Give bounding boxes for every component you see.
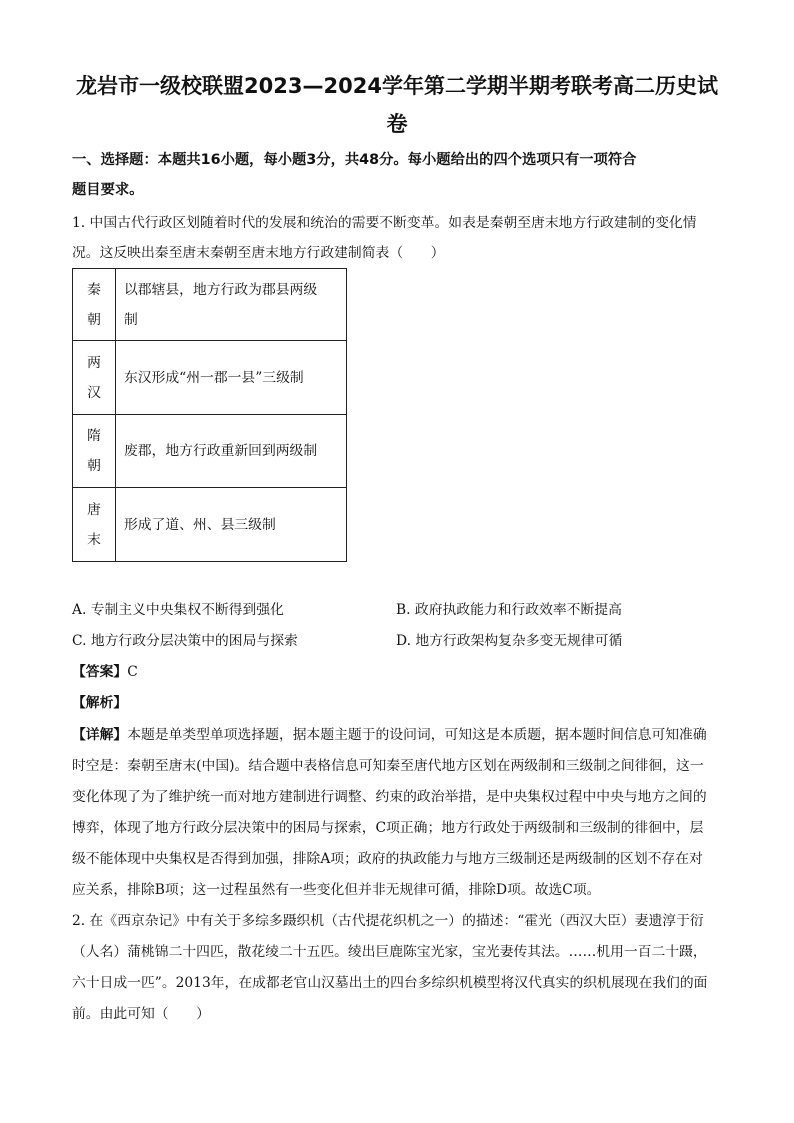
era-cell: [73, 415, 116, 488]
q1-detail-line4: 博弈，体现了地方行政分层决策中的困局与探索，C项正确；地方行政处于两级制和三级制的徘徊中，层: [72, 820, 704, 836]
q1-detail-line3: 变化体现了为了维护统一而对地方建制进行调整、约束的政治举措，是中央集权过程中中央与地方之间的: [72, 789, 707, 805]
q2-stem-line2: （人名）蒲桃锦二十四匹，散花绫二十五匹。绫出巨鹿陈宝光家，宝光妻传其法。……机用一百二十蹑，: [72, 944, 707, 960]
table-row: [73, 341, 347, 415]
era-char: 朝: [87, 311, 101, 328]
section-heading-line2: 题目要求。: [72, 182, 144, 198]
q2-stem-line3: 六十日成一匹”。2013年，在成都老官山汉墓出土的四台多综织机模型将汉代真实的织机展现在我们的面: [72, 975, 708, 991]
answer-value: C: [127, 664, 138, 680]
era-cell: [73, 269, 116, 341]
desc-cell: [116, 341, 347, 415]
q1-option-b: B. 政府执政能力和行政效率不断提高: [396, 602, 622, 618]
era-char: 秦: [87, 281, 101, 298]
q1-option-c: C. 地方行政分层决策中的困局与探索: [72, 633, 298, 649]
exam-title-line1: 龙岩市一级校联盟2023—2024学年第二学期半期考联考高二历史试: [76, 74, 718, 98]
desc-cell: [116, 488, 347, 562]
q1-stem-line2: 况。这反映出秦至唐末秦朝至唐末地方行政建制简表（ ）: [72, 245, 445, 261]
q2-stem-line4: 前。由此可知（ ）: [72, 1006, 210, 1022]
q1-answer: [72, 662, 138, 682]
era-cell: [73, 488, 116, 562]
exam-title-line2: 卷: [386, 112, 408, 136]
desc-text: 制: [124, 311, 138, 328]
era-char: 隋: [87, 428, 101, 444]
q1-detail-line5: 级不能体现中央集权是否得到加强，排除A项；政府的执政能力与地方三级制还是两级制的区划不存在对: [72, 851, 703, 867]
q1-detail-line2: 时空是：秦朝至唐末(中国)。结合题中表格信息可知秦至唐代地方区划在两级制和三级制之间徘徊，这一: [72, 758, 704, 774]
era-char: 朝: [87, 458, 101, 474]
table-row: [73, 488, 347, 562]
era-char: 汉: [87, 384, 101, 401]
q1-option-d: D. 地方行政架构复杂多变无规律可循: [396, 633, 623, 649]
desc-cell: [116, 415, 347, 488]
desc-cell: [116, 269, 347, 341]
era-char: 末: [87, 531, 101, 548]
era-char: 唐: [87, 501, 101, 518]
q1-admin-table: [72, 268, 347, 562]
q1-stem-line1: 1. 中国古代行政区划随着时代的发展和统治的需要不断变革。如表是秦朝至唐末地方行政建制的变化情: [72, 215, 697, 231]
table-row: [73, 269, 347, 341]
era-cell: [73, 341, 116, 415]
q2-stem-line1: 2. 在《西京杂记》中有关于多综多蹑织机（古代提花织机之一）的描述：“霍光（西汉大臣）妻遗淳于衍: [72, 913, 704, 929]
era-char: 两: [87, 354, 101, 371]
detail-text: 本题是单类型单项选择题，据本题主题于的设问词，可知这是本质题，据本题时间信息可知准确: [127, 727, 707, 743]
detail-tag: 【详解】: [72, 727, 128, 743]
table-row: [73, 415, 347, 488]
q1-option-a: A. 专制主义中央集权不断得到强化: [72, 602, 284, 618]
section-heading-line1: 一、选择题：本题共16小题，每小题3分，共48分。每小题给出的四个选项只有一项符合: [72, 152, 637, 168]
desc-text: 以郡辖县，地方行政为郡县两级: [124, 281, 318, 298]
desc-text: 废郡，地方行政重新回到两级制: [124, 443, 318, 459]
q1-detail-line1: [72, 725, 707, 745]
answer-tag: 【答案】: [72, 664, 128, 680]
q1-analysis-heading: [72, 693, 127, 713]
desc-text: 东汉形成“州一郡一县”三级制: [124, 369, 304, 386]
desc-text: 形成了道、州、县三级制: [124, 516, 276, 533]
q1-detail-line6: 应关系，排除B项；这一过程虽然有一些变化但并非无规律可循，排除D项。故选C项。: [72, 882, 601, 898]
analysis-tag: 【解析】: [72, 695, 128, 711]
